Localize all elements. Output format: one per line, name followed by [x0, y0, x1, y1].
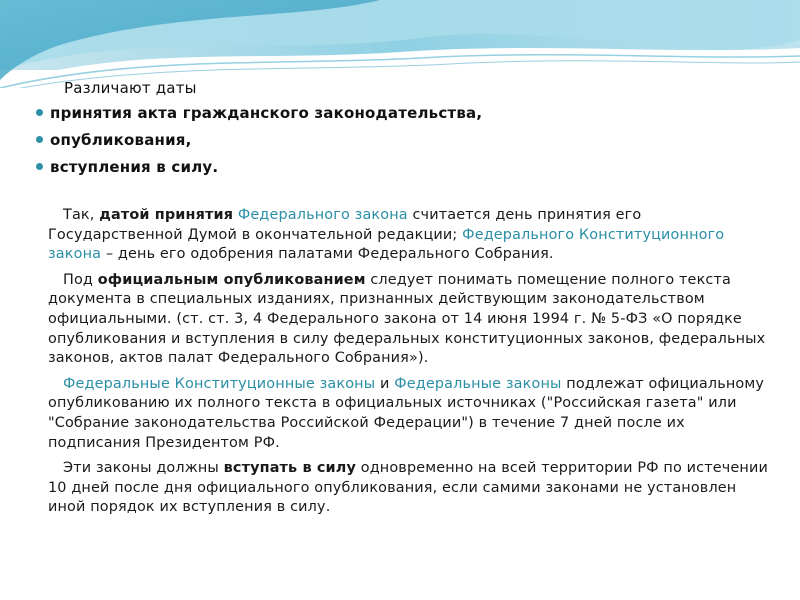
intro-line: Различают даты	[64, 79, 197, 97]
term-federal-laws: Федеральные законы	[394, 375, 562, 392]
term-official-publication: официальным опубликованием	[97, 271, 366, 288]
paragraph-publication-terms: Федеральные Конституционные законы и Федеральные законы подлежат официальному опубликованию их полного текста в официальных источниках ("Российская газета" или "Собрание законодательства Российской Федерации") в течение 7 дней после их подписания Президентом РФ.	[48, 375, 765, 451]
dates-bullet-list	[36, 104, 482, 185]
term-federal-law: Федерального закона	[237, 207, 408, 223]
term-adoption-date: датой принятия	[99, 207, 234, 223]
paragraph-official-publication: Под официальным опубликованием следует понимать помещение полного текста документа в специальных изданиях, признанных действующим законодательством официальными. (ст. ст. 3, 4 Федерального закона от 14 июня 1994 г. № 5-ФЗ «О порядке опубликования и вступления в силу федеральных конституционных законов, федеральных законов, актов палат Федерального Собрания»).	[48, 271, 766, 367]
bullet-text: принятия акта гражданского законодательства,	[50, 104, 483, 122]
term-federal-constitutional-law: Федерального Конституционного закона	[48, 226, 725, 263]
bullet-dot	[36, 136, 43, 143]
bullet-entry-into-force	[36, 158, 482, 185]
paragraph-adoption: Так, датой принятия Федерального закона считается день принятия его Государственной Думой в окончательной редакции; Федерального Конституционного закона – день его одобрения палатами Федерального Собрания.	[48, 207, 725, 263]
bullet-text: вступления в силу.	[50, 158, 219, 176]
bullet-adoption	[36, 104, 482, 131]
term-enter-into-force: вступать в силу	[223, 460, 357, 477]
body-text	[48, 206, 776, 524]
bullet-text: опубликования,	[50, 131, 192, 149]
bullet-dot	[36, 109, 43, 116]
paragraph-entry-into-force: Эти законы должны вступать в силу одновременно на всей территории РФ по истечении 10 дней после дня официального опубликования, если самими законами не установлен иной порядок их вступления в силу.	[48, 460, 768, 516]
term-federal-constitutional-laws: Федеральные Конституционные законы	[63, 375, 376, 392]
bullet-publication	[36, 131, 482, 158]
bullet-dot	[36, 163, 43, 170]
